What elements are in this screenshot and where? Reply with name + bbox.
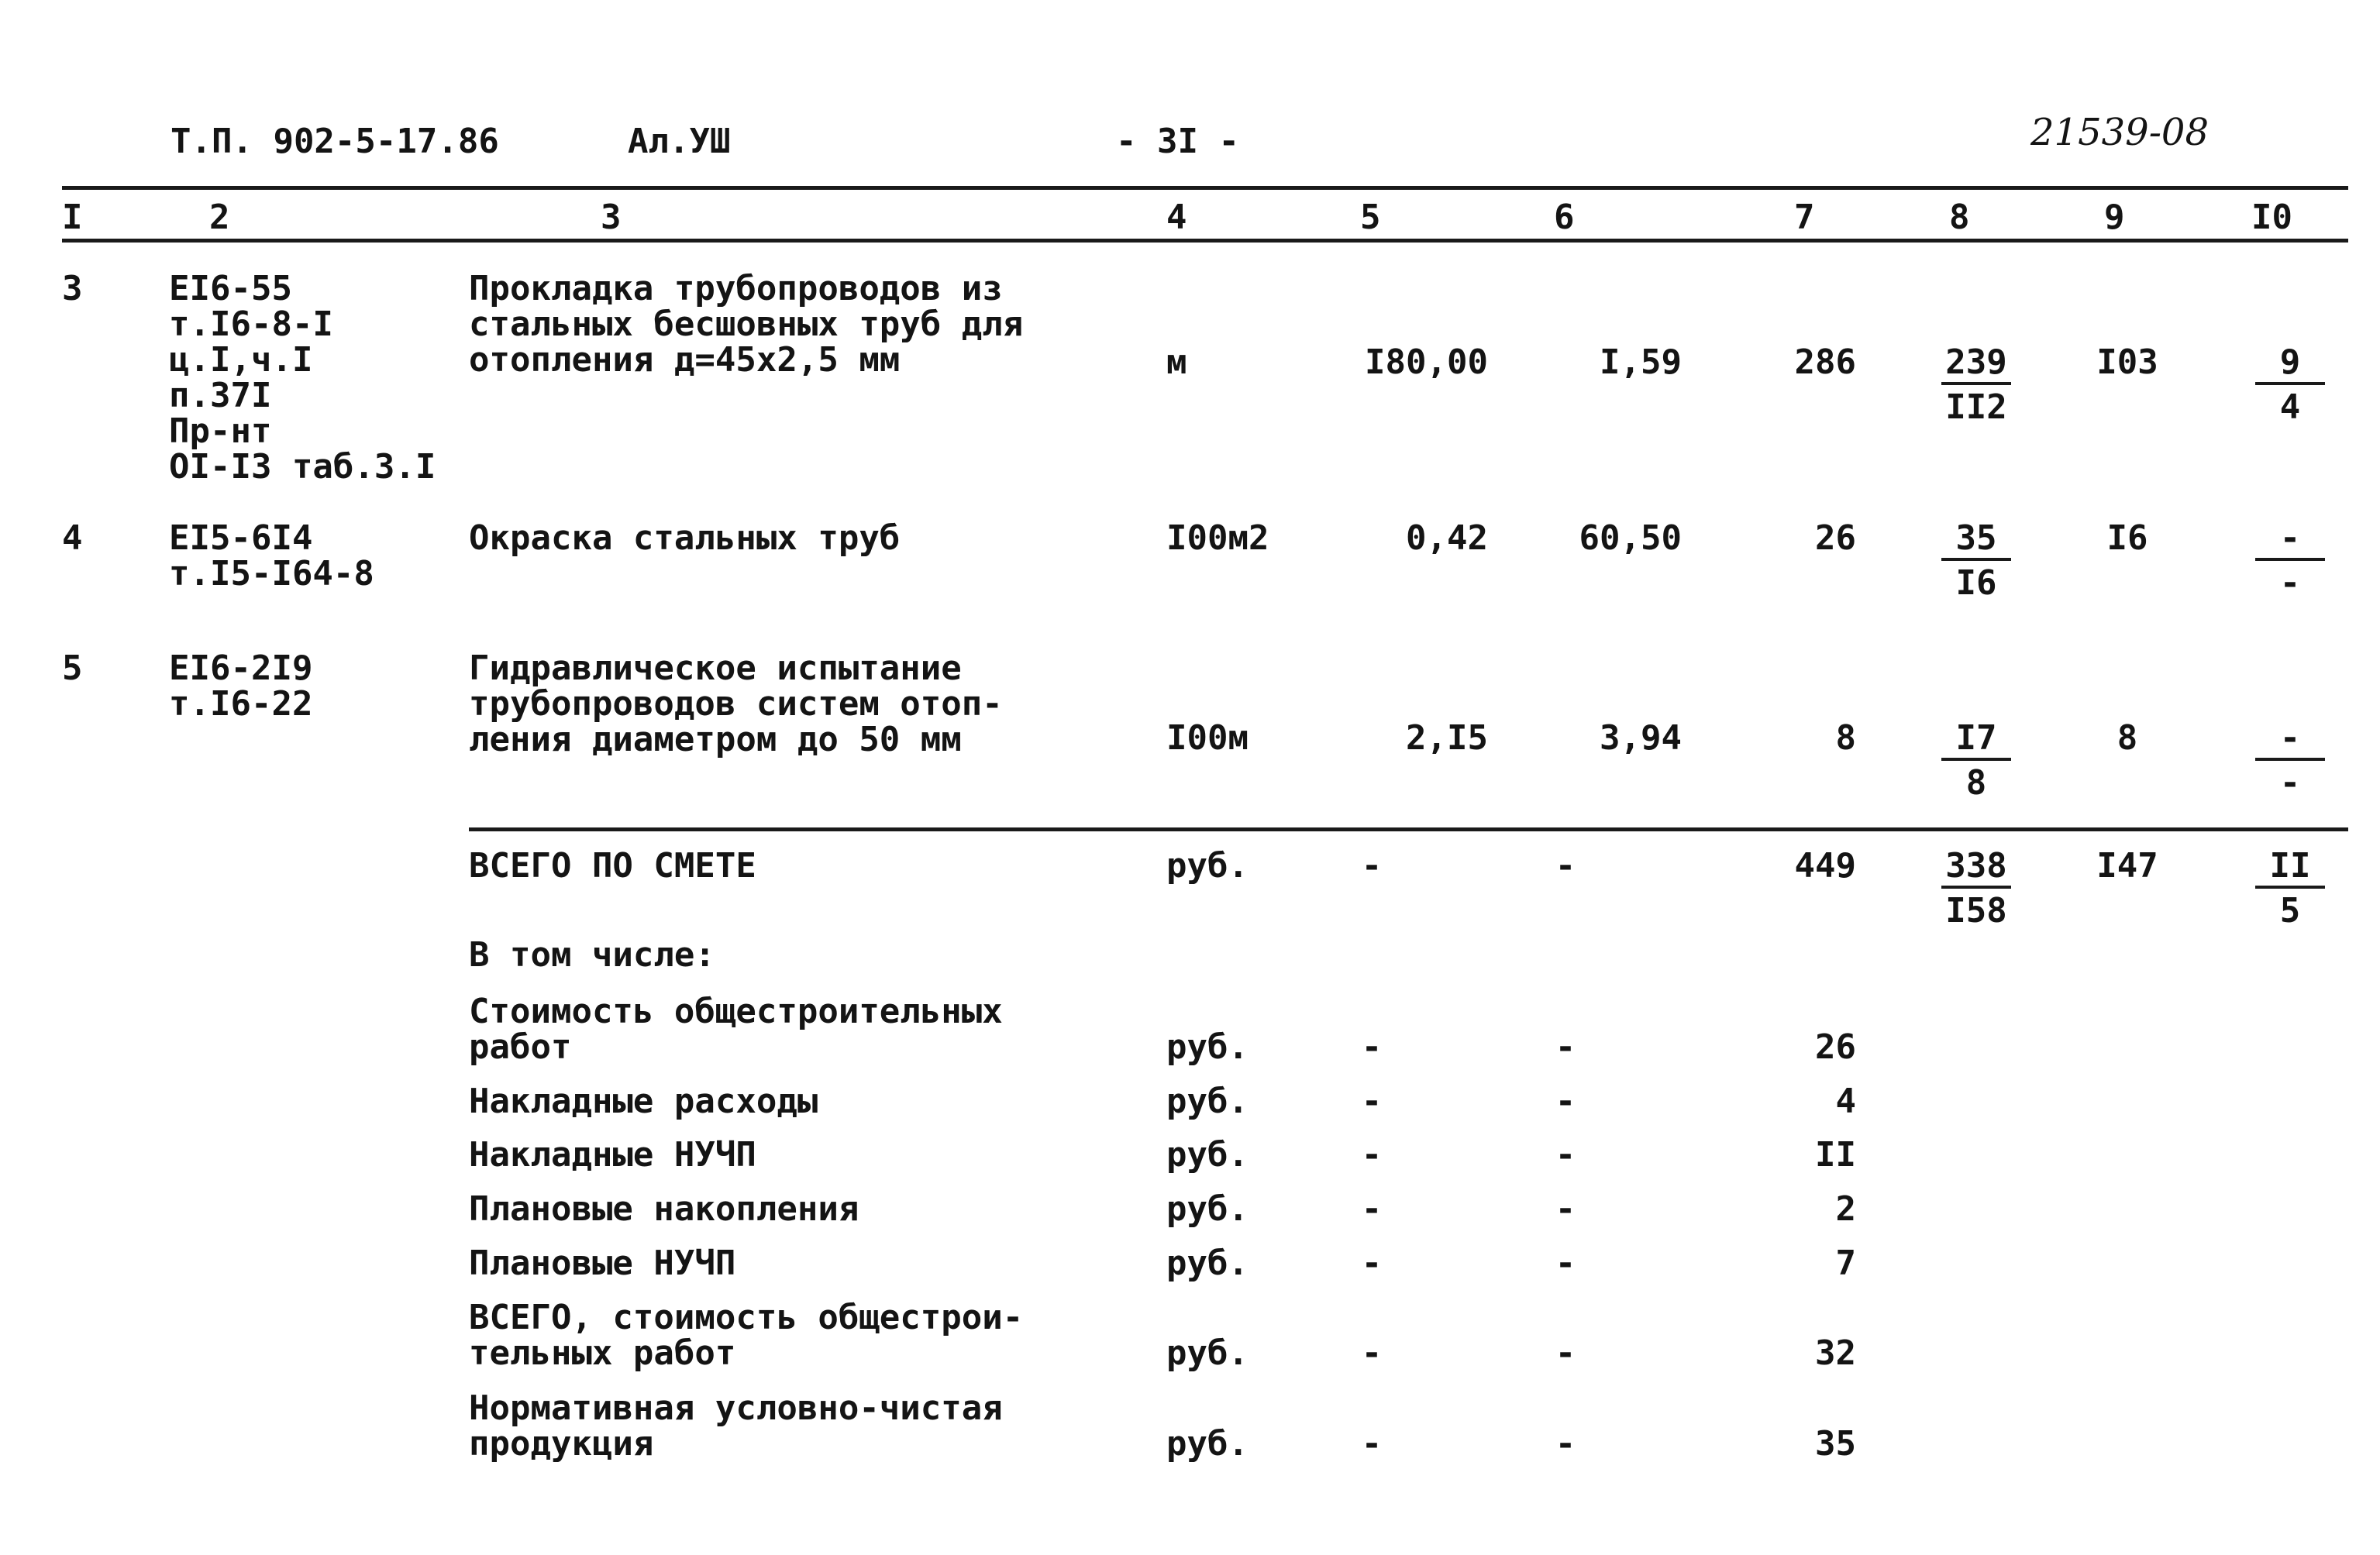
breakdown-quantity: - <box>1361 1027 1383 1067</box>
row-price: 60,50 <box>1579 518 1682 558</box>
fraction-bottom: I58 <box>1945 891 2007 931</box>
fraction-top: - <box>2279 718 2301 758</box>
breakdown-label: ВСЕГО, стоимость общестрои- тельных работ <box>469 1298 1024 1373</box>
col-num-10: I0 <box>2251 198 2292 237</box>
row-col9: I6 <box>2106 518 2148 558</box>
breakdown-unit: руб. <box>1166 1244 1249 1283</box>
fraction-bottom: - <box>2279 763 2301 803</box>
row-price: 3,94 <box>1600 718 1682 758</box>
row-unit: I00м <box>1166 718 1249 758</box>
breakdown-quantity: - <box>1361 1189 1383 1229</box>
breakdown-label: Плановые накопления <box>469 1189 859 1229</box>
page-number: - 3I - <box>1116 122 1239 161</box>
breakdown-price: - <box>1555 1135 1576 1175</box>
total-amount: 449 <box>1794 846 1856 886</box>
col-num-1: I <box>62 198 83 237</box>
fraction-bottom: 5 <box>2279 891 2301 931</box>
total-col9: I47 <box>2096 846 2158 886</box>
fraction-bar <box>1941 382 2011 385</box>
fraction-top: II <box>2269 846 2311 886</box>
fraction-bar <box>2255 758 2325 761</box>
breakdown-label: Плановые НУЧП <box>469 1244 736 1283</box>
breakdown-total: 35 <box>1815 1424 1856 1464</box>
fraction-top: 239 <box>1945 342 2007 382</box>
breakdown-price: - <box>1555 1082 1576 1121</box>
breakdown-label: Накладные НУЧП <box>469 1135 756 1175</box>
breakdown-total: II <box>1815 1135 1856 1175</box>
breakdown-total: 4 <box>1835 1082 1856 1121</box>
col-num-2: 2 <box>209 198 230 237</box>
row-total: 26 <box>1815 518 1856 558</box>
breakdown-total: 2 <box>1835 1189 1856 1229</box>
breakdown-quantity: - <box>1361 1424 1383 1464</box>
row-col8-fraction <box>1934 718 2019 803</box>
col-num-7: 7 <box>1794 198 1815 237</box>
row-number: 5 <box>62 648 83 688</box>
total-label: ВСЕГО ПО СМЕТЕ <box>469 846 756 886</box>
fraction-top: 35 <box>1955 518 1997 558</box>
breakdown-total: 26 <box>1815 1027 1856 1067</box>
fraction-bottom: 4 <box>2279 387 2301 427</box>
fraction-bar <box>1941 886 2011 889</box>
breakdown-total: 7 <box>1835 1244 1856 1283</box>
header-rule <box>62 239 2348 243</box>
row-col10-fraction <box>2247 342 2333 427</box>
total-price: - <box>1555 846 1576 886</box>
album-label: Ал.УШ <box>628 122 731 161</box>
breakdown-total: 32 <box>1815 1333 1856 1373</box>
fraction-bar <box>2255 886 2325 889</box>
handwritten-archive-number: 21539-08 <box>2030 111 2209 154</box>
fraction-bottom: I6 <box>1955 563 1997 603</box>
fraction-bottom: 8 <box>1965 763 1987 803</box>
doc-code: Т.П. 902-5-17.86 <box>170 122 499 161</box>
row-quantity: 0,42 <box>1406 518 1488 558</box>
row-quantity: 2,I5 <box>1406 718 1488 758</box>
fraction-top: 9 <box>2279 342 2301 382</box>
row-description: Прокладка трубопроводов из стальных бесшовных труб для отопления д=45х2,5 мм <box>469 269 1024 380</box>
fraction-top: I7 <box>1955 718 1997 758</box>
row-description: Гидравлическое испытание трубопроводов систем отоп- ления диаметром до 50 мм <box>469 648 1003 759</box>
col-num-3: 3 <box>601 198 622 237</box>
fraction-bottom: - <box>2279 563 2301 603</box>
breakdown-unit: руб. <box>1166 1135 1249 1175</box>
row-unit: I00м2 <box>1166 518 1269 558</box>
row-col10-fraction <box>2247 718 2333 803</box>
total-unit: руб. <box>1166 846 1249 886</box>
breakdown-quantity: - <box>1361 1082 1383 1121</box>
including-label: В том числе: <box>469 935 715 975</box>
fraction-bottom: II2 <box>1945 387 2007 427</box>
row-number: 4 <box>62 518 83 558</box>
fraction-top: 338 <box>1945 846 2007 886</box>
total-quantity: - <box>1361 846 1383 886</box>
row-code: EI5-6I4 т.I5-I64-8 <box>169 518 374 593</box>
row-code: EI6-55 т.I6-8-I ц.I,ч.I п.37I Пр-нт OI-I3 таб.3.I <box>169 269 436 487</box>
total-col8-fraction <box>1934 848 2019 929</box>
breakdown-unit: руб. <box>1166 1333 1249 1373</box>
breakdown-quantity: - <box>1361 1135 1383 1175</box>
row-description: Окраска стальных труб <box>469 518 901 558</box>
row-unit: м <box>1166 342 1187 382</box>
fraction-bar <box>1941 558 2011 561</box>
fraction-bar <box>2255 382 2325 385</box>
breakdown-unit: руб. <box>1166 1424 1249 1464</box>
top-rule <box>62 186 2348 190</box>
col-num-8: 8 <box>1949 198 1970 237</box>
row-total: 286 <box>1794 342 1856 382</box>
fraction-bar <box>2255 558 2325 561</box>
breakdown-quantity: - <box>1361 1333 1383 1373</box>
breakdown-unit: руб. <box>1166 1082 1249 1121</box>
breakdown-price: - <box>1555 1027 1576 1067</box>
breakdown-price: - <box>1555 1424 1576 1464</box>
row-col8-fraction <box>1934 342 2019 427</box>
breakdown-label: Накладные расходы <box>469 1082 818 1121</box>
breakdown-unit: руб. <box>1166 1027 1249 1067</box>
breakdown-unit: руб. <box>1166 1189 1249 1229</box>
breakdown-price: - <box>1555 1244 1576 1283</box>
breakdown-price: - <box>1555 1333 1576 1373</box>
row-price: I,59 <box>1600 342 1682 382</box>
row-quantity: I80,00 <box>1365 342 1488 382</box>
row-col10-fraction <box>2247 518 2333 603</box>
row-col9: 8 <box>2117 718 2138 758</box>
col-num-4: 4 <box>1166 198 1187 237</box>
row-total: 8 <box>1835 718 1856 758</box>
fraction-top: - <box>2279 518 2301 558</box>
breakdown-price: - <box>1555 1189 1576 1229</box>
total-col10-fraction <box>2247 848 2333 929</box>
totals-rule <box>469 827 2348 831</box>
breakdown-label: Нормативная условно-чистая продукция <box>469 1388 1003 1464</box>
row-col9: I03 <box>2096 342 2158 382</box>
col-num-9: 9 <box>2104 198 2125 237</box>
breakdown-quantity: - <box>1361 1244 1383 1283</box>
col-num-6: 6 <box>1554 198 1575 237</box>
breakdown-label: Стоимость общестроительных работ <box>469 992 1003 1067</box>
row-code: EI6-2I9 т.I6-22 <box>169 648 313 724</box>
row-number: 3 <box>62 269 83 308</box>
row-col8-fraction <box>1934 518 2019 603</box>
fraction-bar <box>1941 758 2011 761</box>
col-num-5: 5 <box>1360 198 1381 237</box>
